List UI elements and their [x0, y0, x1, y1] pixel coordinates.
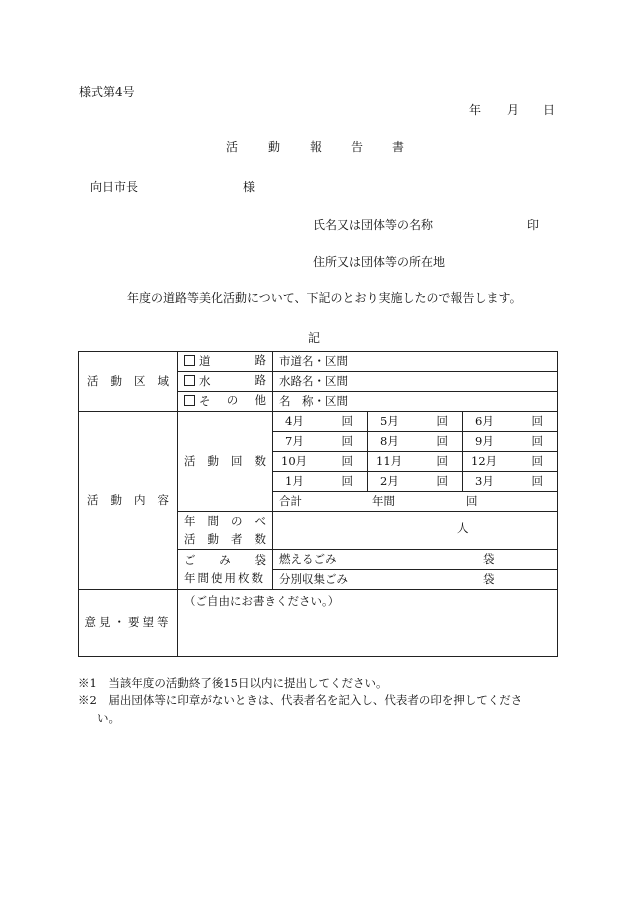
title-char: 報: [310, 140, 323, 154]
month-cell[interactable]: 1月 回: [273, 472, 368, 492]
checkbox-icon[interactable]: [184, 375, 195, 386]
months-row: [79, 412, 558, 432]
participants-unit: 人: [457, 521, 469, 535]
note-2: ※2 届出団体等に印章がないときは、代表者名を記入し、代表者の印を押してくださ: [78, 693, 523, 707]
month-cell[interactable]: 3月 回: [463, 472, 558, 492]
checkbox-icon[interactable]: [184, 355, 195, 366]
title-char: 告: [351, 140, 364, 154]
total-cell[interactable]: [273, 492, 558, 512]
form-number: 様式第4号: [79, 85, 135, 99]
opinion-label: 意見・要望等: [79, 590, 178, 657]
area-option-waterway[interactable]: 水 路: [178, 372, 273, 392]
total-year: 年間: [372, 494, 395, 508]
area-detail-waterway[interactable]: 水路名・区間: [273, 372, 558, 392]
area-detail-road[interactable]: 市道名・区間: [273, 352, 558, 372]
addressee-suffix: 様: [243, 180, 256, 194]
area-row-road: [79, 352, 558, 372]
title-char: 活: [226, 140, 239, 154]
title-char: 動: [268, 140, 281, 154]
title-char: 書: [392, 140, 405, 154]
month-cell[interactable]: 2月 回: [368, 472, 463, 492]
bags-label: ご み 袋 年間使用枚数: [178, 550, 273, 590]
total-unit: 回: [466, 494, 478, 508]
count-label: 活 動 回 数: [178, 412, 273, 512]
content-label: 活 動 内 容: [79, 412, 178, 590]
participants-label: 年 間 の べ 活 動 者 数: [178, 512, 273, 550]
date-day: 日: [543, 103, 556, 117]
month-cell[interactable]: 4月 回: [273, 412, 368, 432]
bag-cell-burnable[interactable]: 燃えるごみ 袋: [273, 550, 558, 570]
date-month: 月: [507, 103, 520, 117]
seal-mark: 印: [527, 218, 540, 232]
month-cell[interactable]: 11月 回: [368, 452, 463, 472]
month-cell[interactable]: 7月 回: [273, 432, 368, 452]
note-1: ※1 当該年度の活動終了後15日以内に提出してください。: [78, 676, 388, 690]
month-cell[interactable]: 10月 回: [273, 452, 368, 472]
report-table: [78, 351, 558, 657]
participants-cell[interactable]: [273, 512, 558, 550]
area-option-other[interactable]: そ の 他: [178, 392, 273, 412]
address-label: 住所又は団体等の所在地: [313, 255, 446, 269]
bag-cell-separated[interactable]: 分別収集ごみ 袋: [273, 570, 558, 590]
area-option-road[interactable]: 道 路: [178, 352, 273, 372]
area-label: 活 動 区 域: [79, 352, 178, 412]
month-cell[interactable]: 5月 回: [368, 412, 463, 432]
total-label: 合計: [279, 494, 302, 508]
body-text: 年度の道路等美化活動について、下記のとおり実施したので報告します。: [127, 291, 522, 305]
opinion-input[interactable]: （ご自由にお書きください。）: [178, 590, 558, 657]
area-detail-other[interactable]: 名 称・区間: [273, 392, 558, 412]
addressee: 向日市長: [90, 180, 139, 194]
date-year: 年: [469, 103, 482, 117]
month-cell[interactable]: 12月 回: [463, 452, 558, 472]
month-cell[interactable]: 6月 回: [463, 412, 558, 432]
name-label: 氏名又は団体等の名称: [313, 218, 434, 232]
ki-heading: 記: [308, 331, 321, 345]
month-cell[interactable]: 9月 回: [463, 432, 558, 452]
month-cell[interactable]: 8月 回: [368, 432, 463, 452]
checkbox-icon[interactable]: [184, 395, 195, 406]
note-2-continued: い。: [97, 711, 120, 725]
opinion-row: [79, 590, 558, 657]
